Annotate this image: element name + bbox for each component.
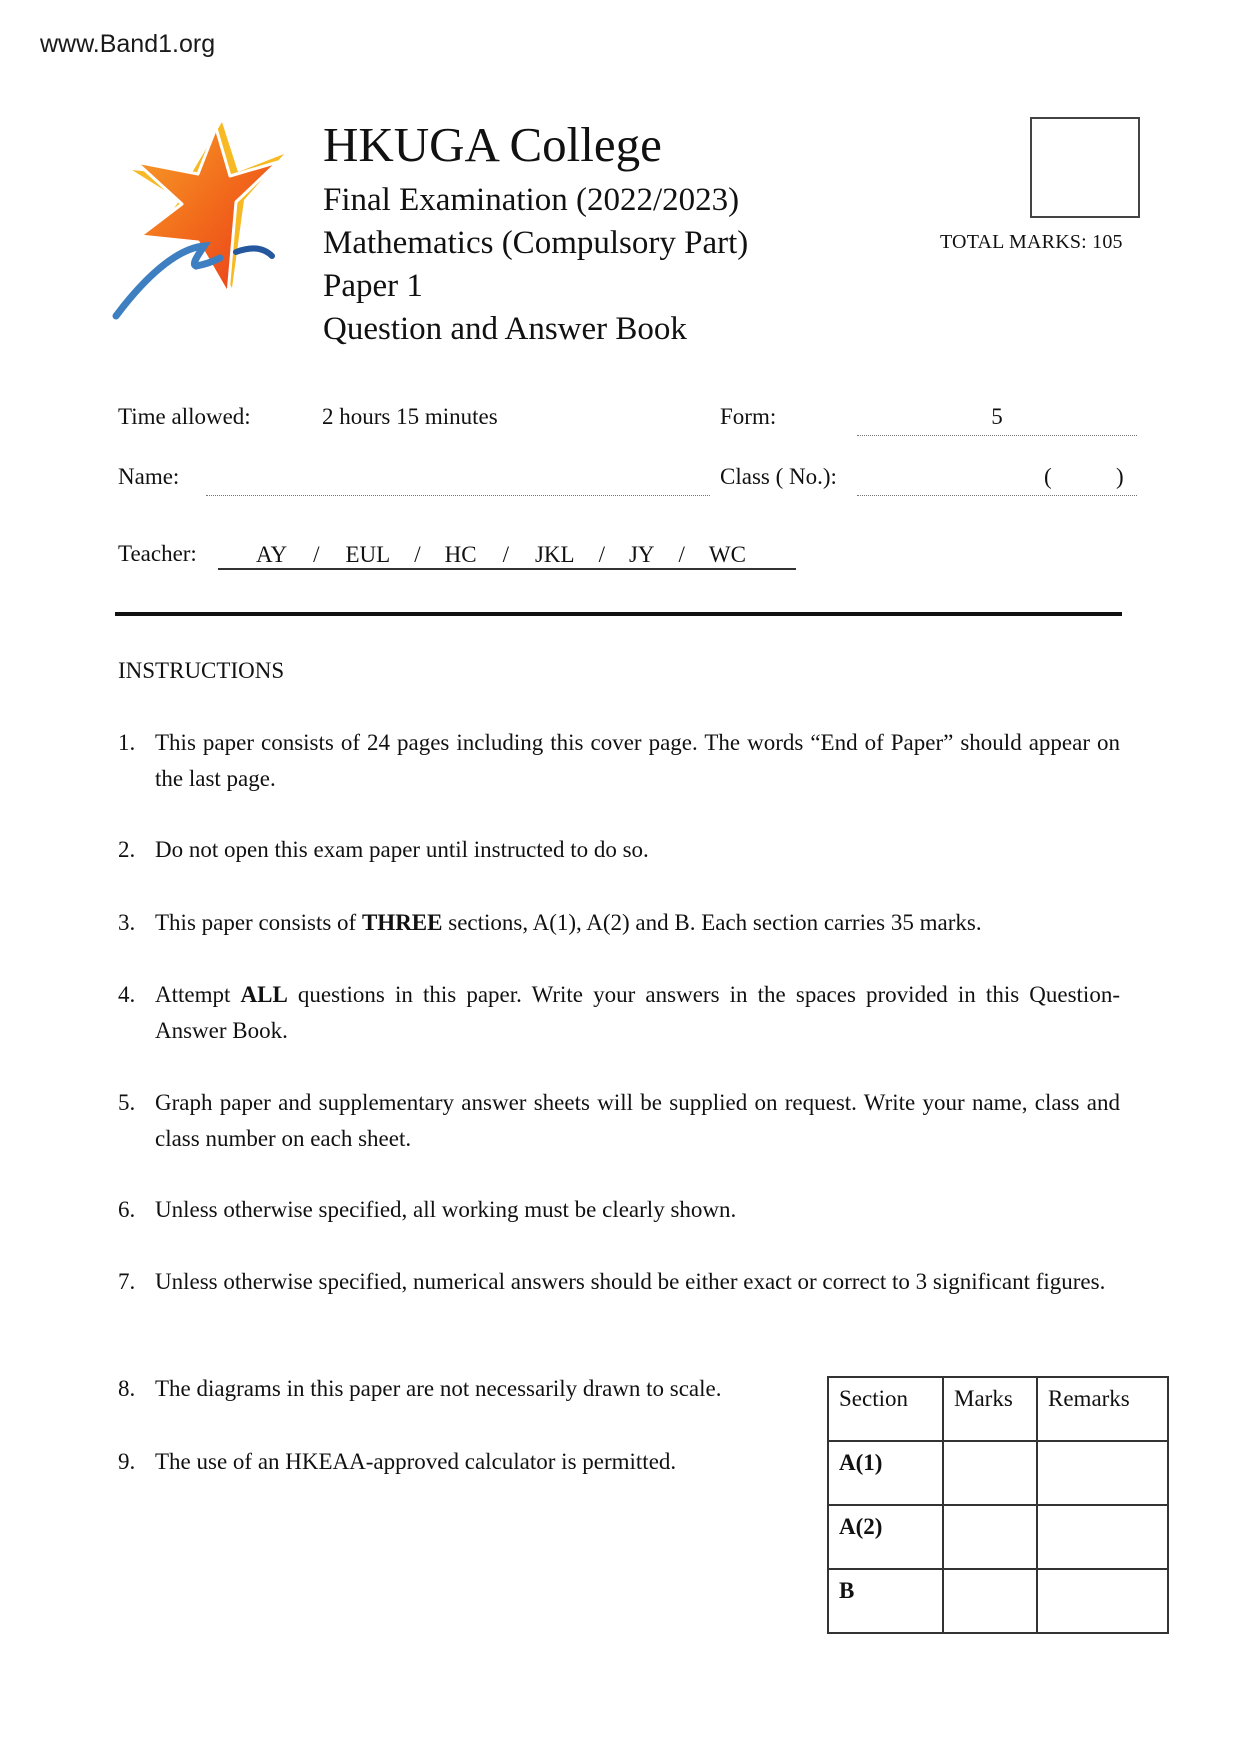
teacher-option-eul[interactable]: EUL (345, 542, 391, 567)
instruction-number: 6. (118, 1197, 136, 1222)
teacher-option-ay[interactable]: AY (256, 542, 288, 567)
instruction-item (118, 977, 1120, 1049)
instruction-text: The diagrams in this paper are not necessarily drawn to scale. (155, 1376, 722, 1401)
star-logo-icon (112, 118, 292, 328)
instruction-item (118, 832, 1120, 868)
title-block (323, 117, 749, 351)
instruction-number: 9. (118, 1449, 136, 1474)
remarks-cell[interactable] (1037, 1505, 1168, 1569)
teacher-option-jy[interactable]: JY (628, 542, 655, 567)
instruction-text: Attempt ALL questions in this paper. Write your answers in the spaces provided in this Question-Answer Book. (155, 982, 1120, 1043)
form-label: Form: (720, 404, 777, 429)
name-dotted-line (206, 495, 710, 496)
emphasis-three: THREE (361, 910, 443, 935)
instructions-heading: INSTRUCTIONS (118, 658, 285, 683)
form-value: 5 (991, 404, 1003, 429)
class-paren-close: ) (1116, 464, 1124, 489)
class-no-label: Class ( No.): (720, 464, 837, 489)
instruction-text: Do not open this exam paper until instructed to do so. (155, 837, 649, 862)
teacher-separator: / (313, 542, 320, 567)
instruction-number: 1. (118, 730, 136, 755)
class-dotted-line (857, 495, 1137, 496)
name-field[interactable] (206, 464, 710, 496)
time-allowed-label: Time allowed: (118, 404, 251, 429)
teacher-option-jkl[interactable]: JKL (534, 542, 575, 567)
watermark-url: www.Band1.org (40, 30, 216, 58)
teacher-separator: / (502, 542, 509, 567)
instruction-item (118, 1264, 1120, 1300)
section-cell: B (828, 1569, 943, 1633)
form-dotted-line (857, 435, 1137, 436)
total-score-box[interactable] (1030, 117, 1140, 218)
instruction-text: This paper consists of THREE sections, A(1), A(2) and B. Each section carries 35 marks. (155, 910, 982, 935)
instruction-item (118, 1371, 798, 1407)
instruction-number: 8. (118, 1376, 136, 1401)
instruction-item (118, 1444, 798, 1480)
instruction-item (118, 1085, 1120, 1157)
emphasis-all: ALL (240, 982, 288, 1007)
instruction-number: 3. (118, 910, 136, 935)
instruction-item (118, 1192, 1120, 1228)
teacher-option-hc[interactable]: HC (444, 542, 477, 567)
instruction-text: Unless otherwise specified, all working must be clearly shown. (155, 1197, 737, 1222)
teacher-option-wc[interactable]: WC (708, 542, 746, 567)
table-row (828, 1441, 1168, 1505)
marks-table (827, 1376, 1169, 1634)
section-cell: A(1) (828, 1441, 943, 1505)
instruction-text: The use of an HKEAA-approved calculator is permitted. (155, 1449, 677, 1474)
header-marks: Marks (943, 1377, 1037, 1441)
teacher-label: Teacher: (118, 541, 197, 566)
instruction-number: 2. (118, 837, 136, 862)
teacher-options (218, 541, 796, 570)
instruction-number: 7. (118, 1269, 136, 1294)
header-section: Section (828, 1377, 943, 1441)
class-paren-open: ( (1044, 464, 1052, 489)
instruction-number: 5. (118, 1090, 136, 1115)
header-remarks: Remarks (1037, 1377, 1168, 1441)
instruction-item (118, 905, 1120, 941)
marks-cell[interactable] (943, 1441, 1037, 1505)
paper-title: Paper 1 (323, 268, 423, 304)
teacher-separator: / (678, 542, 685, 567)
instruction-number: 4. (118, 982, 136, 1007)
section-cell: A(2) (828, 1505, 943, 1569)
total-marks-label: TOTAL MARKS: 105 (940, 231, 1123, 253)
teacher-separator: / (414, 542, 421, 567)
name-label: Name: (118, 464, 180, 489)
table-row (828, 1505, 1168, 1569)
school-name: HKUGA College (323, 117, 662, 172)
remarks-cell[interactable] (1037, 1569, 1168, 1633)
section-divider (115, 612, 1122, 616)
marks-cell[interactable] (943, 1505, 1037, 1569)
instruction-item (118, 725, 1120, 797)
subject-title: Mathematics (Compulsory Part) (323, 225, 749, 261)
instruction-text: This paper consists of 24 pages including this cover page. The words “End of Paper” should appear on the last page. (155, 730, 1120, 791)
table-row (828, 1569, 1168, 1633)
marks-cell[interactable] (943, 1569, 1037, 1633)
exam-title: Final Examination (2022/2023) (323, 182, 740, 218)
remarks-cell[interactable] (1037, 1441, 1168, 1505)
table-header-row (828, 1377, 1168, 1441)
form-field[interactable] (857, 404, 1137, 436)
time-allowed-value: 2 hours 15 minutes (322, 404, 498, 429)
class-no-field[interactable] (857, 464, 1137, 496)
instruction-text: Graph paper and supplementary answer sheets will be supplied on request. Write your name, class and class number on each sheet. (155, 1090, 1120, 1151)
booklet-title: Question and Answer Book (323, 311, 687, 347)
instruction-text: Unless otherwise specified, numerical answers should be either exact or correct to 3 significant figures. (155, 1269, 1106, 1294)
teacher-separator: / (598, 542, 605, 567)
